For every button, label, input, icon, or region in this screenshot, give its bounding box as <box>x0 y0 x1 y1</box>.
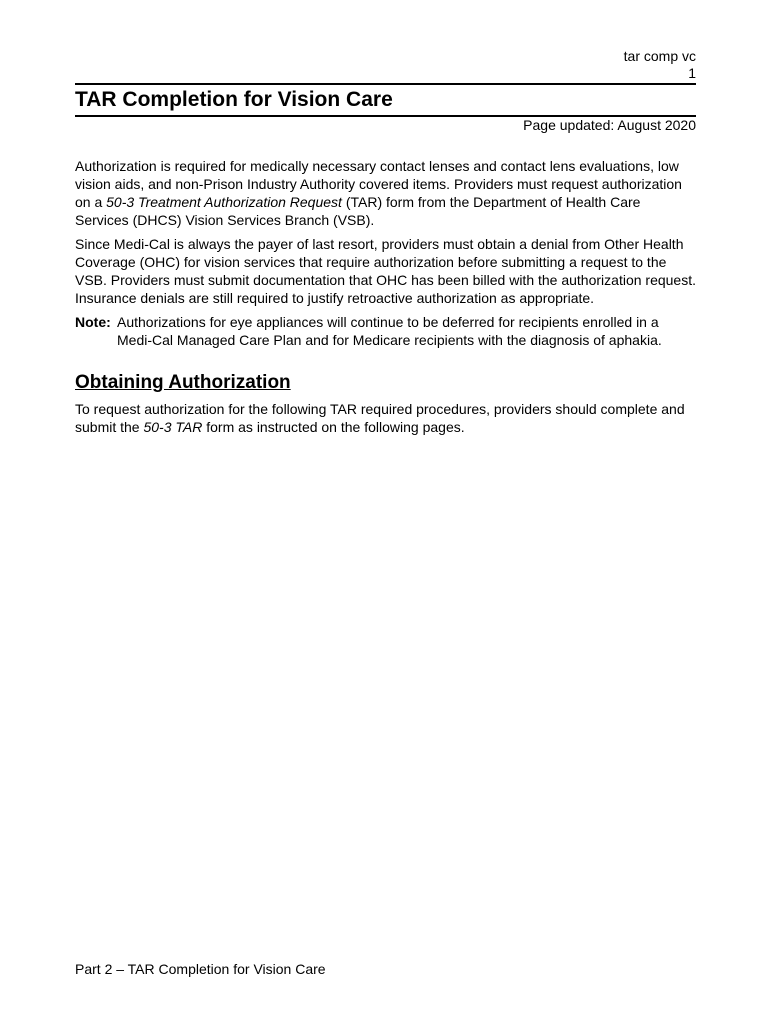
paragraph-text: Authorization is required for medically necessary contact lenses and contact lens evaluations, low vision aids, and non-Prison Industry Authority covered items. Providers must request authorization on a <box>75 158 682 210</box>
section-heading-obtaining-authorization: Obtaining Authorization <box>75 372 291 393</box>
paragraph-text: form as instructed on the following pages. <box>202 419 465 435</box>
form-name-italic: 50-3 Treatment Authorization Request <box>106 194 342 210</box>
page-footer: Part 2 – TAR Completion for Vision Care <box>75 961 326 977</box>
page-title: TAR Completion for Vision Care <box>75 88 393 111</box>
doc-code: tar comp vc <box>623 48 696 64</box>
note-block <box>75 313 696 349</box>
paragraph-text: (TAR) form from the Department of Health Care Services (DHCS) Vision Services Branch (VSB). <box>75 194 641 228</box>
paragraph-authorization-required <box>75 157 696 229</box>
note-label: Note: <box>75 314 111 330</box>
document-body <box>75 157 696 442</box>
page-updated-date: Page updated: August 2020 <box>523 117 696 133</box>
paragraph-text: To request authorization for the following TAR required procedures, providers should complete and submit the <box>75 401 685 435</box>
form-name-italic: 50-3 TAR <box>143 419 203 435</box>
page-number: 1 <box>688 65 696 81</box>
note-text: Authorizations for eye appliances will continue to be deferred for recipients enrolled in a Medi-Cal Managed Care Plan and for Medicare recipients with the diagnosis of aphakia. <box>117 314 662 348</box>
title-bar <box>75 83 696 117</box>
paragraph-obtaining-authorization <box>75 400 696 436</box>
document-code-header <box>624 48 696 82</box>
paragraph-payer-of-last-resort: Since Medi-Cal is always the payer of last resort, providers must obtain a denial from Other Health Coverage (OHC) for vision services that require authorization before submitting a request to the VSB. Providers must submit documentation that OHC has been billed with the authorization request. Insurance denials are still required to justify retroactive authorization as appropriate. <box>75 236 696 306</box>
